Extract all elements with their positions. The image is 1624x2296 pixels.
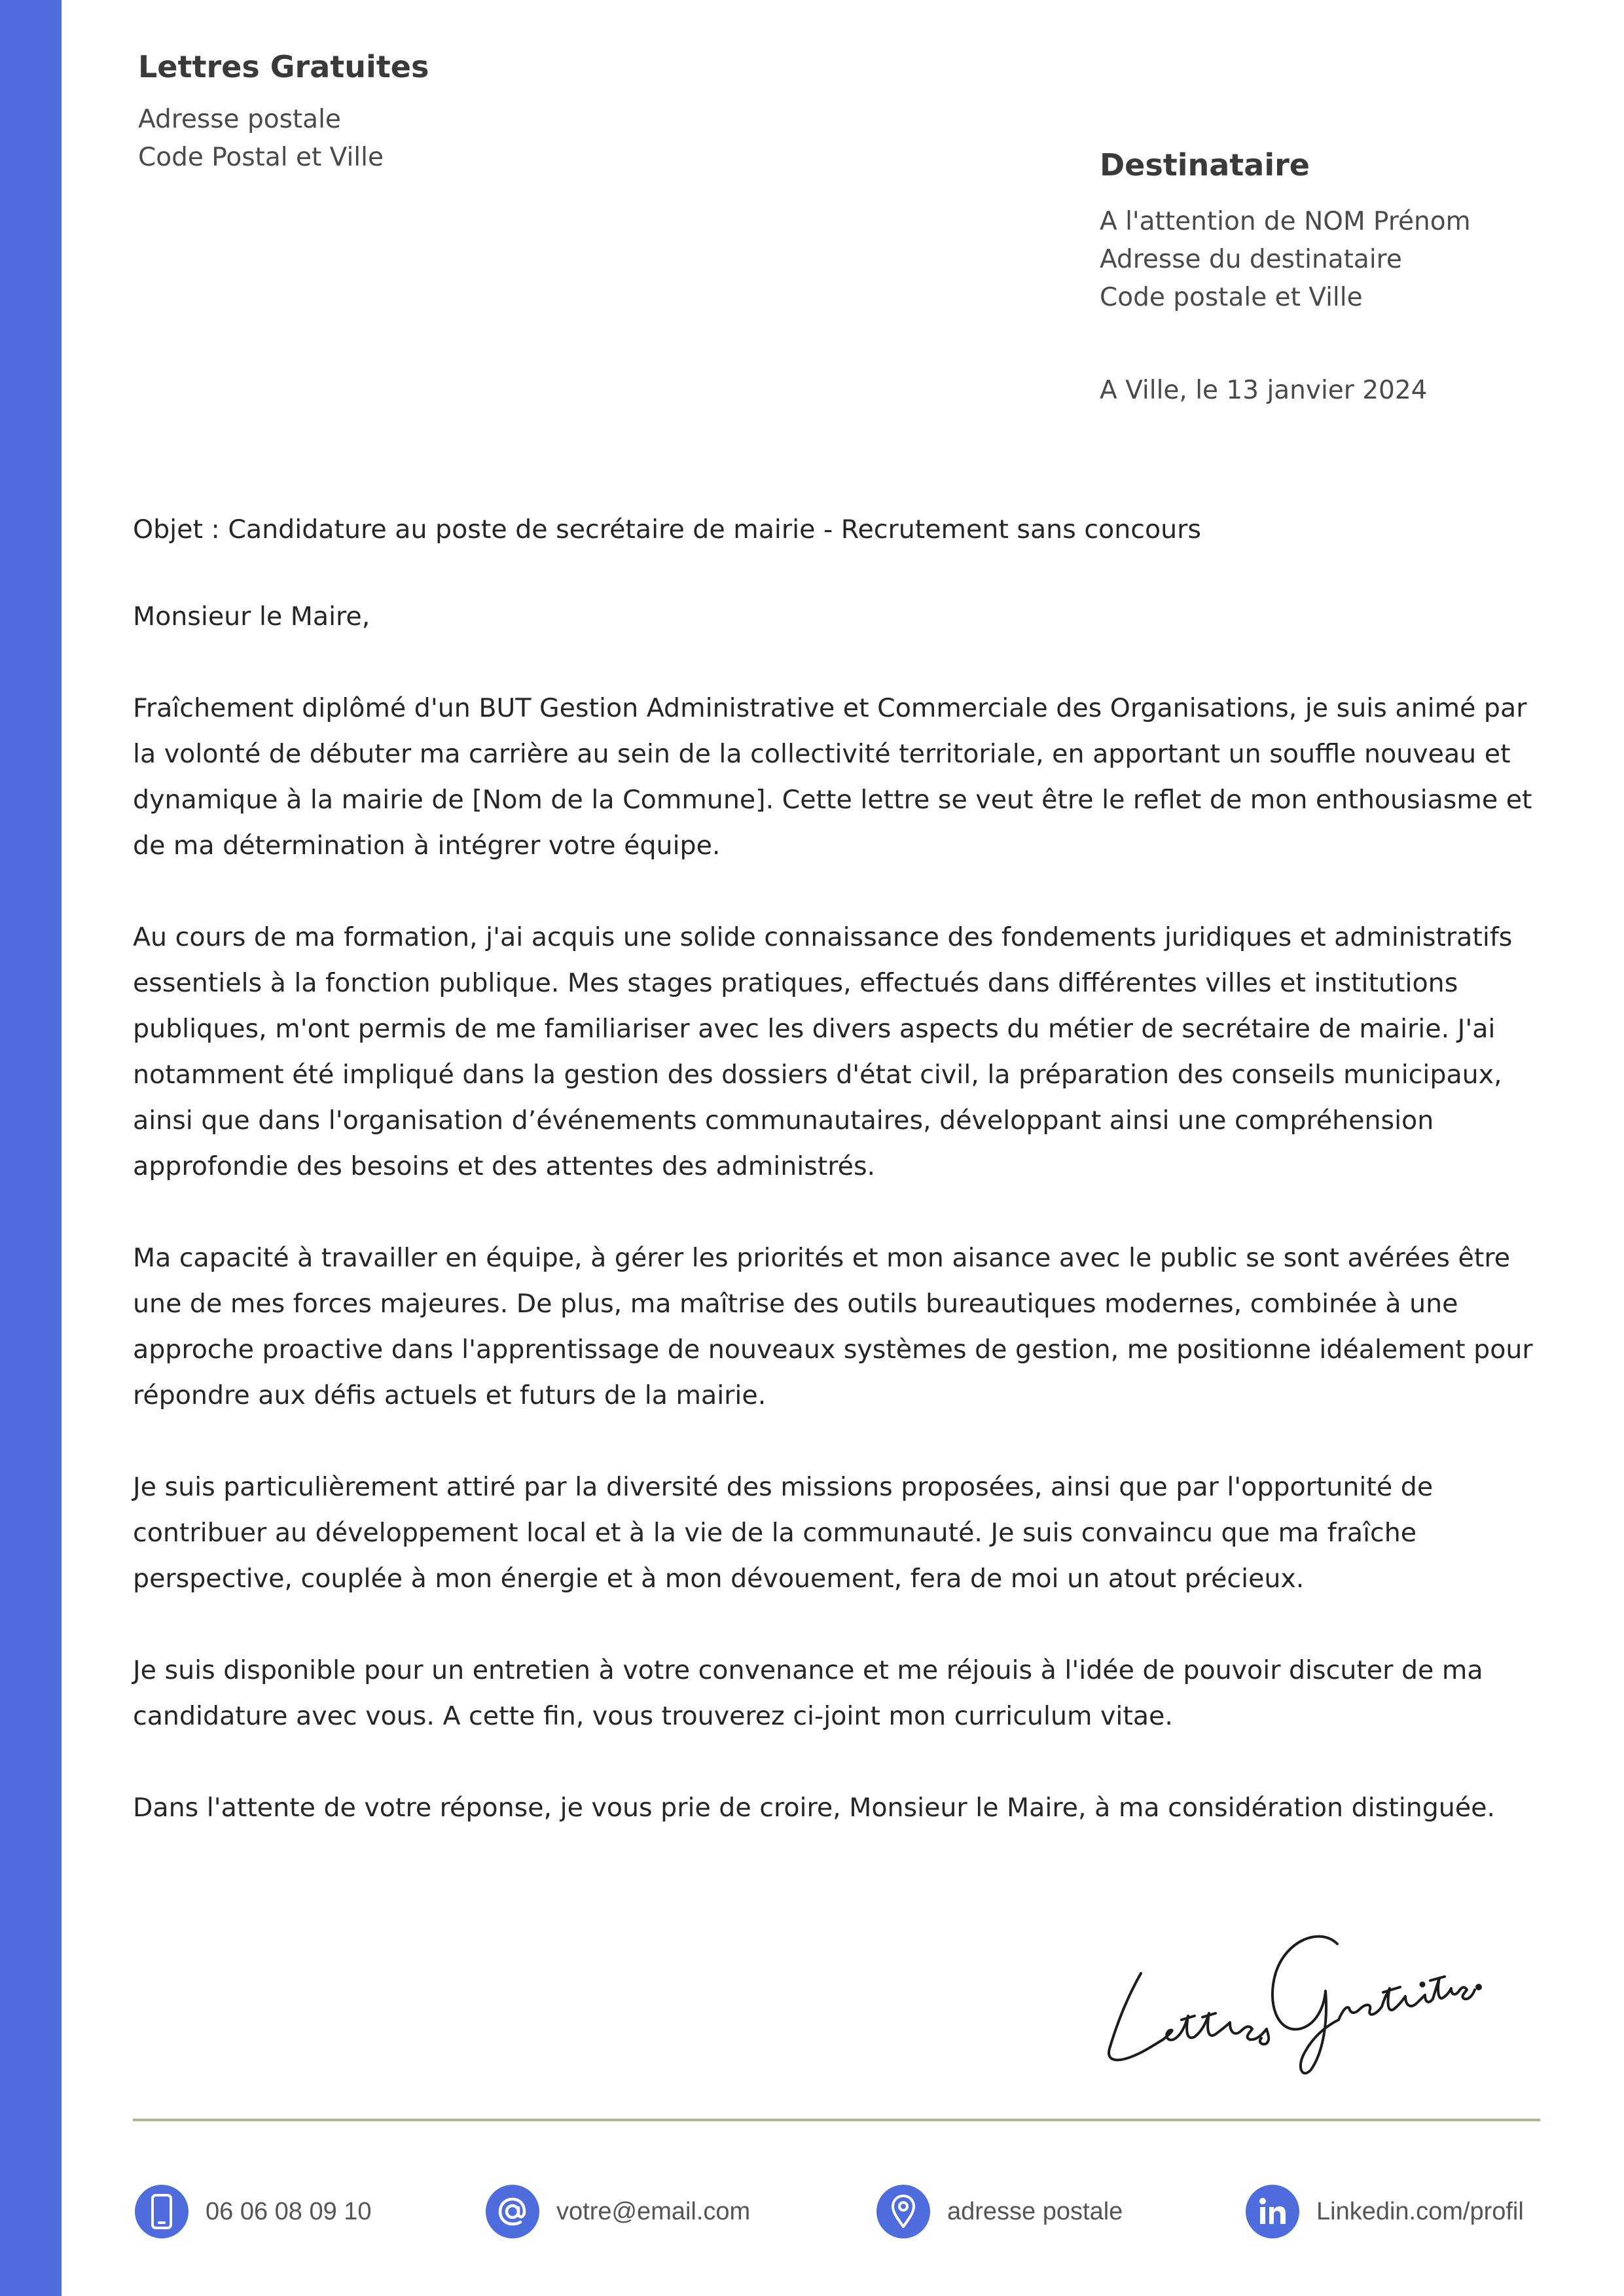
footer-email (486, 2185, 750, 2238)
letter-paragraph: Je suis particulièrement attiré par la diversité des missions proposées, ainsi que par l'opportunité de contribuer au développement local et à la vie de la communauté. Je suis convaincu que ma fraîche perspective, couplée à mon énergie et à mon dévouement, fera de moi un atout précieux. (133, 1472, 1434, 1594)
side-accent-band (0, 0, 62, 2296)
letter-paragraph: Au cours de ma formation, j'ai acquis une solide connaissance des fondements juridiques et administratifs essentiels à la fonction publique. Mes stages pratiques, effectués dans différentes villes et institutions publiques, m'ont permis de me familiariser avec les divers aspects du métier de secrétaire de mairie. J'ai notamment été impliqué dans la gestion des dossiers d'état civil, la préparation des conseils municipaux, ainsi que dans l'organisation d’événements communautaires, développant ainsi une compréhension approfondie des besoins et des attentes des administrés. (133, 922, 1513, 1181)
letter-closing: Dans l'attente de votre réponse, je vous prie de croire, Monsieur le Maire, à ma considération distinguée. (133, 1793, 1496, 1823)
letter-paragraph: Fraîchement diplômé d'un BUT Gestion Administrative et Commerciale des Organisations, je suis animé par la volonté de débuter ma carrière au sein de la collectivité territoriale, en apportant un souffle nouveau et dynamique à la mairie de [Nom de la Commune]. Cette lettre se veut être le reflet de mon enthousiasme et de ma détermination à intégrer votre équipe. (133, 693, 1532, 861)
phone-icon (135, 2185, 189, 2238)
sender-city: Code Postal et Ville (138, 143, 384, 172)
recipient-title: Destinataire (1100, 147, 1310, 183)
footer-divider (133, 2119, 1540, 2121)
recipient-attention: A l'attention de NOM Prénom (1100, 207, 1471, 236)
at-icon (486, 2185, 539, 2238)
letter-body (133, 507, 1550, 1876)
sender-name: Lettres Gratuites (138, 49, 429, 84)
footer-linkedin (1246, 2185, 1524, 2238)
recipient-block (1100, 145, 1471, 317)
email-address: votre@email.com (556, 2197, 751, 2225)
sender-address: Adresse postale (138, 105, 341, 134)
footer-phone (135, 2185, 372, 2238)
linkedin-profile: Linkedin.com/profil (1316, 2197, 1524, 2225)
handwritten-signature (1090, 1918, 1483, 2084)
letter-paragraph: Ma capacité à travailler en équipe, à gérer les priorités et mon aisance avec le public se sont avérées être une de mes forces majeures. De plus, ma maîtrise des outils bureautiques modernes, combinée à une approche proactive dans l'apprentissage de nouveaux systèmes de gestion, me positionne idéalement pour répondre aux défis actuels et futurs de la mairie. (133, 1243, 1533, 1410)
sender-block (138, 47, 429, 177)
letter-paragraph: Je suis disponible pour un entretien à votre convenance et me réjouis à l'idée de pouvoir discuter de ma candidature avec vous. A cette fin, vous trouverez ci-joint mon curriculum vitae. (133, 1655, 1483, 1731)
letter-subject: Objet : Candidature au poste de secrétaire de mairie - Recrutement sans concours (133, 514, 1201, 545)
letter-salutation: Monsieur le Maire, (133, 601, 370, 632)
linkedin-icon (1246, 2185, 1299, 2238)
footer-address (876, 2185, 1123, 2238)
letter-date: A Ville, le 13 janvier 2024 (1100, 376, 1428, 405)
recipient-address: Adresse du destinataire (1100, 245, 1402, 274)
postal-address: adresse postale (947, 2197, 1123, 2225)
phone-number: 06 06 08 09 10 (206, 2197, 372, 2225)
recipient-city: Code postale et Ville (1100, 283, 1363, 312)
location-pin-icon (876, 2185, 930, 2238)
